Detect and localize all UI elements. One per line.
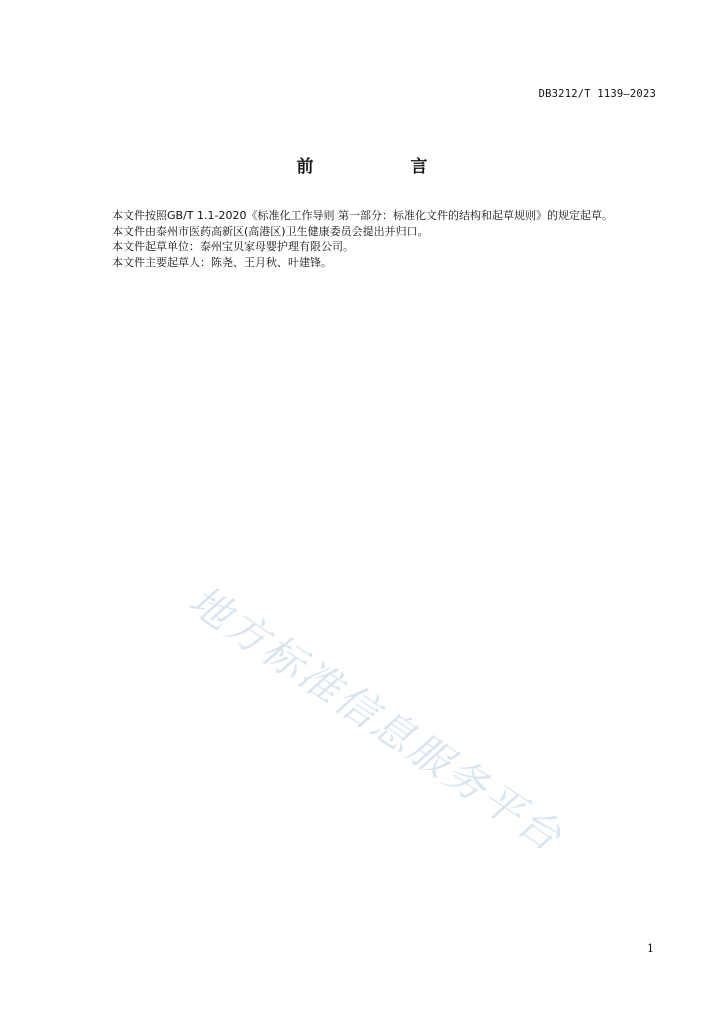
paragraph-drafters: 本文件主要起草人：陈尧、王月秋、叶建锋。 — [112, 255, 332, 269]
watermark: 地方标准信息服务平台 — [180, 575, 572, 862]
paragraph-drafting-rules: 本文件按照GB/T 1.1-2020《标准化工作导则 第一部分：标准化文件的结构和起草规则》的规定起草。 — [112, 209, 613, 222]
document-code: DB3212/T 1139—2023 — [538, 88, 656, 100]
page-title: 前 言 — [296, 157, 468, 177]
paragraph-drafting-unit: 本文件起草单位：泰州宝贝家母婴护理有限公司。 — [112, 240, 354, 253]
paragraph-proposing-unit: 本文件由泰州市医药高新区(高港区)卫生健康委员会提出并归口。 — [112, 224, 429, 238]
foreword-body — [86, 208, 656, 270]
page-number: 1 — [647, 942, 654, 955]
